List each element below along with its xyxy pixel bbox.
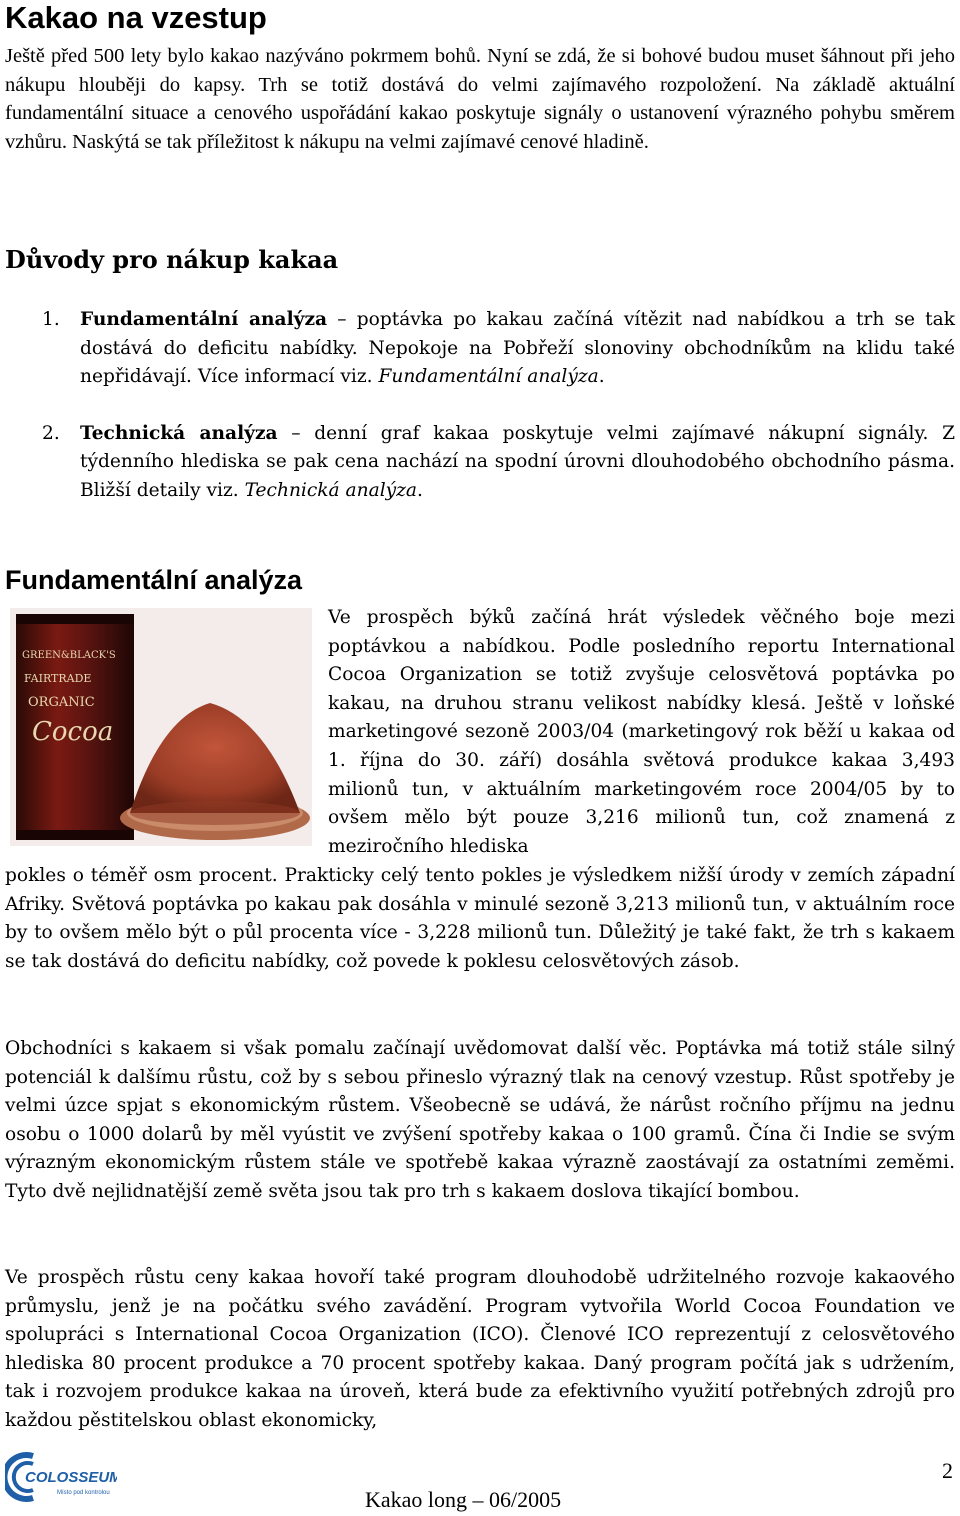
tin-cocoa-text: Cocoa	[32, 717, 114, 747]
reasons-heading: Důvody pro nákup kakaa	[5, 245, 339, 274]
list-item-reference: Technická analýza	[244, 479, 418, 501]
colosseum-logo	[5, 1450, 117, 1504]
intro-paragraph: Ještě před 500 lety bylo kakao nazýváno pokrmem bohů. Nyní se zdá, že si bohové budou muset šáhnout při jeho nákupu hlouběji do kapsy. Trh se totiž dostává do velmi zajímavého rozpoložení. Na základě aktuální fundamentální situace a cenového uspořádání kakao poskytuje signály o ustanovení výrazného pohybu směrem vzhůru. Naskýtá se tak příležitost k nákupu na velmi zajímavé cenové hladině.	[5, 45, 955, 153]
paragraph-2: Obchodníci s kakaem si však pomalu začínají uvědomovat další věc. Poptávka má totiž stále silný potenciál k dalšímu růstu, což by s sebou přineslo výrazný tlak na cenový vzestup. Růst spotřeby je velmi úzce spjat s ekonomickým růstem. Všeobecně se udává, že nárůst ročního příjmu na jednu osobu o 1000 dolarů by měl vyústit ve zvýšení spotřeby kakaa o 100 gramů. Čína či Indie se svým výrazným ekonomickým růstem stále ve spotřebě kakaa výrazně zaostávají za ostatními zeměmi. Tyto dvě nejlidnatější země světa jsou tak pro trh s kakaem doslova tikající bombou.	[5, 1038, 955, 1202]
list-item: 1. Fundamentální analýza – poptávka po kakau začíná vítězit nad nabídkou a trh se tak dostává do deficitu nabídky. Nepokoje na Pobřeží slonoviny obchodníkům na klidu také nepřidávají. Více informací viz. Fundamentální analýza.	[5, 306, 955, 392]
list-item-text: – poptávka po kakau začíná vítězit nad nabídkou a trh se tak dostává do deficitu nabídky. Nepokoje na Pobřeží slonoviny obchodníkům na klidu také nepřidávají. Více informací viz.	[80, 309, 955, 388]
page-number: 2	[942, 1458, 953, 1483]
reasons-list	[5, 306, 955, 506]
list-item-number: 2.	[42, 422, 60, 444]
document-title: Kakao na vzestup	[5, 0, 267, 35]
list-item: 2. Technická analýza – denní graf kakaa poskytuje velmi zajímavé nákupní signály. Z týdenního hlediska se pak cena nachází na spodní úrovni dlouhodobého obchodního pásma. Bližší detaily viz. Technická analýza.	[5, 420, 955, 506]
tin-organic-text: ORGANIC	[28, 695, 95, 710]
continuation-paragraph: pokles o téměř osm procent. Prakticky celý tento pokles je výsledkem nižší úrody v zemích západní Afriky. Světová poptávka po kakau pak dosáhla v minulé sezoně 3,213 milionů tun, v aktuálním roce by to ovšem mělo být o půl procenta více - 3,228 milionů tun. Důležitý je také fakt, že trh s kakaem se tak dostává do deficitu nabídky, což povede k poklesu celosvětových zásob.	[5, 865, 955, 972]
fundamental-heading: Fundamentální analýza	[5, 565, 303, 595]
footer-title: Kakao long – 06/2005	[365, 1487, 562, 1512]
tin-fairtrade-text: FAIRTRADE	[24, 672, 92, 685]
list-item-reference: Fundamentální analýza	[378, 366, 599, 388]
tin-brand-text: GREEN&BLACK'S	[22, 650, 116, 661]
logo-text: COLOSSEUM	[25, 1469, 117, 1486]
colosseum-logo-icon	[5, 1450, 117, 1504]
list-item-number: 1.	[42, 309, 60, 330]
list-item-text: – denní graf kakaa poskytuje velmi zajímavé nákupní signály. Z týdenního hlediska se pak cena nachází na spodní úrovni dlouhodobého obchodního pásma. Bližší detaily viz.	[80, 422, 955, 501]
list-item-term: Fundamentální analýza	[80, 309, 328, 330]
list-item-term: Technická analýza	[80, 422, 278, 444]
wrap-paragraph: Ve prospěch býků začíná hrát výsledek věčného boje mezi poptávkou a nabídkou. Podle posledního reportu International Cocoa Organization se totiž zvyšuje celosvětová poptávka po kakau, na druhou stranu velikost nabídky klesá. Ještě v loňské marketingové sezoně 2003/04 (marketingový rok běží u kakaa od 1. října do 30. září) dosáhla světová produkce kakaa 3,493 milionů tun, v aktuálním marketingovém roce 2004/05 by to ovšem mělo být pouze 3,216 milionů tun, což znamená z meziročního hlediska	[328, 607, 955, 857]
cocoa-image	[10, 608, 312, 846]
logo-tagline: Místo pod kontrolou	[57, 1490, 110, 1496]
cocoa-tin-illustration	[10, 608, 312, 846]
paragraph-3: Ve prospěch růstu ceny kakaa hovoří také program dlouhodobě udržitelného rozvoje kakaového průmyslu, jenž je na počátku svého zavádění. Program vytvořila World Cocoa Foundation ve spolupráci s International Cocoa Organization (ICO). Členové ICO reprezentují z celosvětového hlediska 80 procent produkce a 70 procent spotřeby kakaa. Daný program počítá jak s udržením, tak i rozvojem produkce kakaa na úroveň, která bude za efektivního využití potřebných zdrojů pro každou pěstitelskou oblast ekonomicky,	[5, 1267, 955, 1431]
